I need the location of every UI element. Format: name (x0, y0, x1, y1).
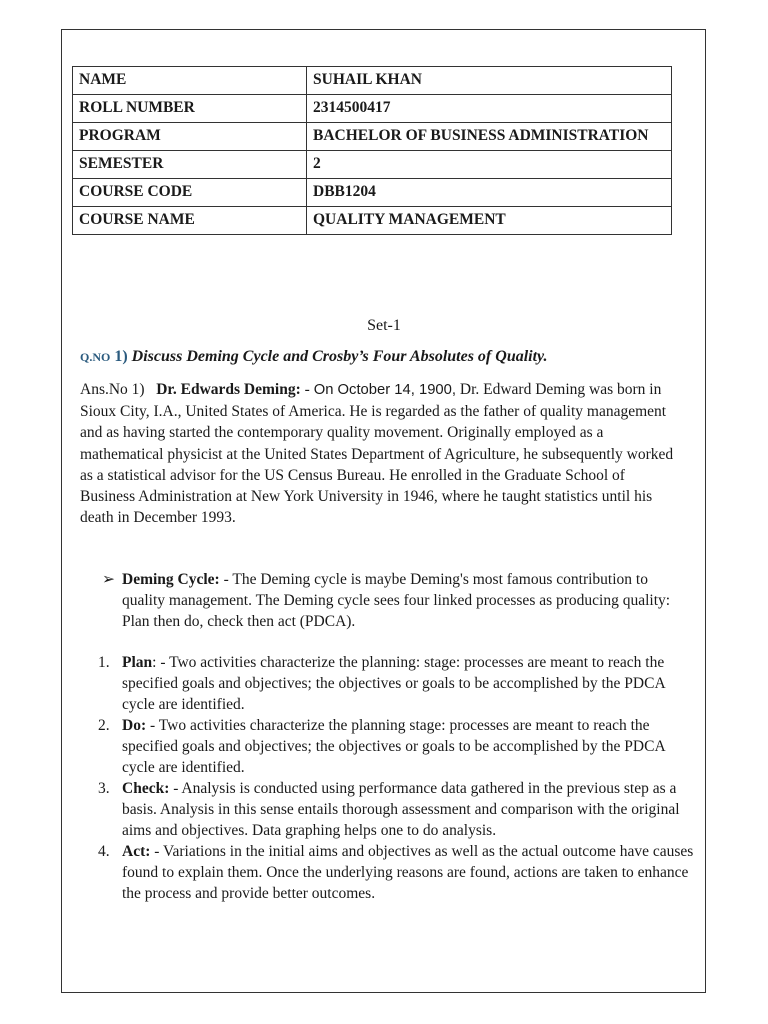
table-row (73, 179, 672, 207)
pdca-steps-list (98, 652, 694, 904)
table-row (73, 151, 672, 179)
question-number: 1) (114, 348, 128, 365)
table-value: DBB1204 (307, 179, 672, 207)
answer-lead: On October 14, 1900, (313, 382, 456, 398)
list-number: 3. (98, 780, 110, 797)
answer-paragraph (80, 379, 680, 528)
question-text: Discuss Deming Cycle and Crosby’s Four Absolutes of Quality. (131, 348, 548, 365)
step-title: Check: (122, 780, 170, 797)
table-value: BACHELOR OF BUSINESS ADMINISTRATION (307, 123, 672, 151)
step-title: Plan (122, 654, 153, 671)
list-item (98, 652, 694, 715)
answer-dash: - (300, 381, 314, 398)
list-number: 4. (98, 843, 110, 860)
answer-heading: Dr. Edwards Deming: (156, 381, 301, 398)
step-text: - Analysis is conducted using performance data gathered in the previous step as a basis. Analysis in this sense entails thorough assessment and comparison with the original aims and objectives. Data graphing helps one to do analysis. (122, 780, 680, 839)
table-label: NAME (73, 67, 307, 95)
arrow-bullet-icon: ➢ (102, 571, 115, 588)
list-item (98, 778, 694, 841)
table-label: PROGRAM (73, 123, 307, 151)
list-number: 1. (98, 654, 110, 671)
list-item (98, 715, 694, 778)
deming-cycle-bullet (102, 569, 692, 632)
step-text: - Two activities characterize the planning stage: processes are meant to reach the specified goals and objectives; the objectives or goals to be accomplished by the PDCA cycle are identified. (122, 717, 665, 776)
step-title: Do: (122, 717, 147, 734)
table-label: COURSE NAME (73, 207, 307, 235)
answer-body: Dr. Edward Deming was born in Sioux City, I.A., United States of America. He is regarded as the father of quality management and as having started the contemporary quality movement. Originally employed as a mathematical physicist at the United States Department of Agriculture, he subsequently worked as a statistical advisor for the US Census Bureau. He enrolled in the Graduate School of Business Administration at New York University in 1946, where he taught statistics until his death in December 1993. (80, 381, 674, 527)
answer-prefix: Ans.No 1) (80, 381, 145, 398)
table-label: SEMESTER (73, 151, 307, 179)
step-text: - Variations in the initial aims and objectives as well as the actual outcome have causes found to explain them. Once the underlying reasons are found, actions are taken to enhance the process and provide better outcomes. (122, 843, 694, 902)
table-row (73, 95, 672, 123)
table-row (73, 67, 672, 95)
bullet-heading: Deming Cycle: (122, 571, 220, 588)
table-row (73, 123, 672, 151)
table-label: ROLL NUMBER (73, 95, 307, 123)
table-value: SUHAIL KHAN (307, 67, 672, 95)
table-label: COURSE CODE (73, 179, 307, 207)
student-info-table (72, 66, 672, 235)
step-text: : - Two activities characterize the planning: stage: processes are meant to reach the specified goals and objectives; the objectives or goals to be accomplished by the PDCA cycle are identified. (122, 654, 665, 713)
question-number-prefix: Q.NO (80, 350, 111, 364)
step-title: Act: (122, 843, 151, 860)
bullet-text (122, 569, 692, 632)
bullet-body: - The Deming cycle is maybe Deming's most famous contribution to quality management. The Deming cycle sees four linked processes as producing quality: Plan then do, check then act (PDCA). (122, 571, 671, 630)
table-value: 2314500417 (307, 95, 672, 123)
table-value: QUALITY MANAGEMENT (307, 207, 672, 235)
table-value: 2 (307, 151, 672, 179)
list-number: 2. (98, 717, 110, 734)
list-item (98, 841, 694, 904)
table-row (73, 207, 672, 235)
question-line (80, 348, 548, 366)
set-label: Set-1 (367, 317, 401, 334)
